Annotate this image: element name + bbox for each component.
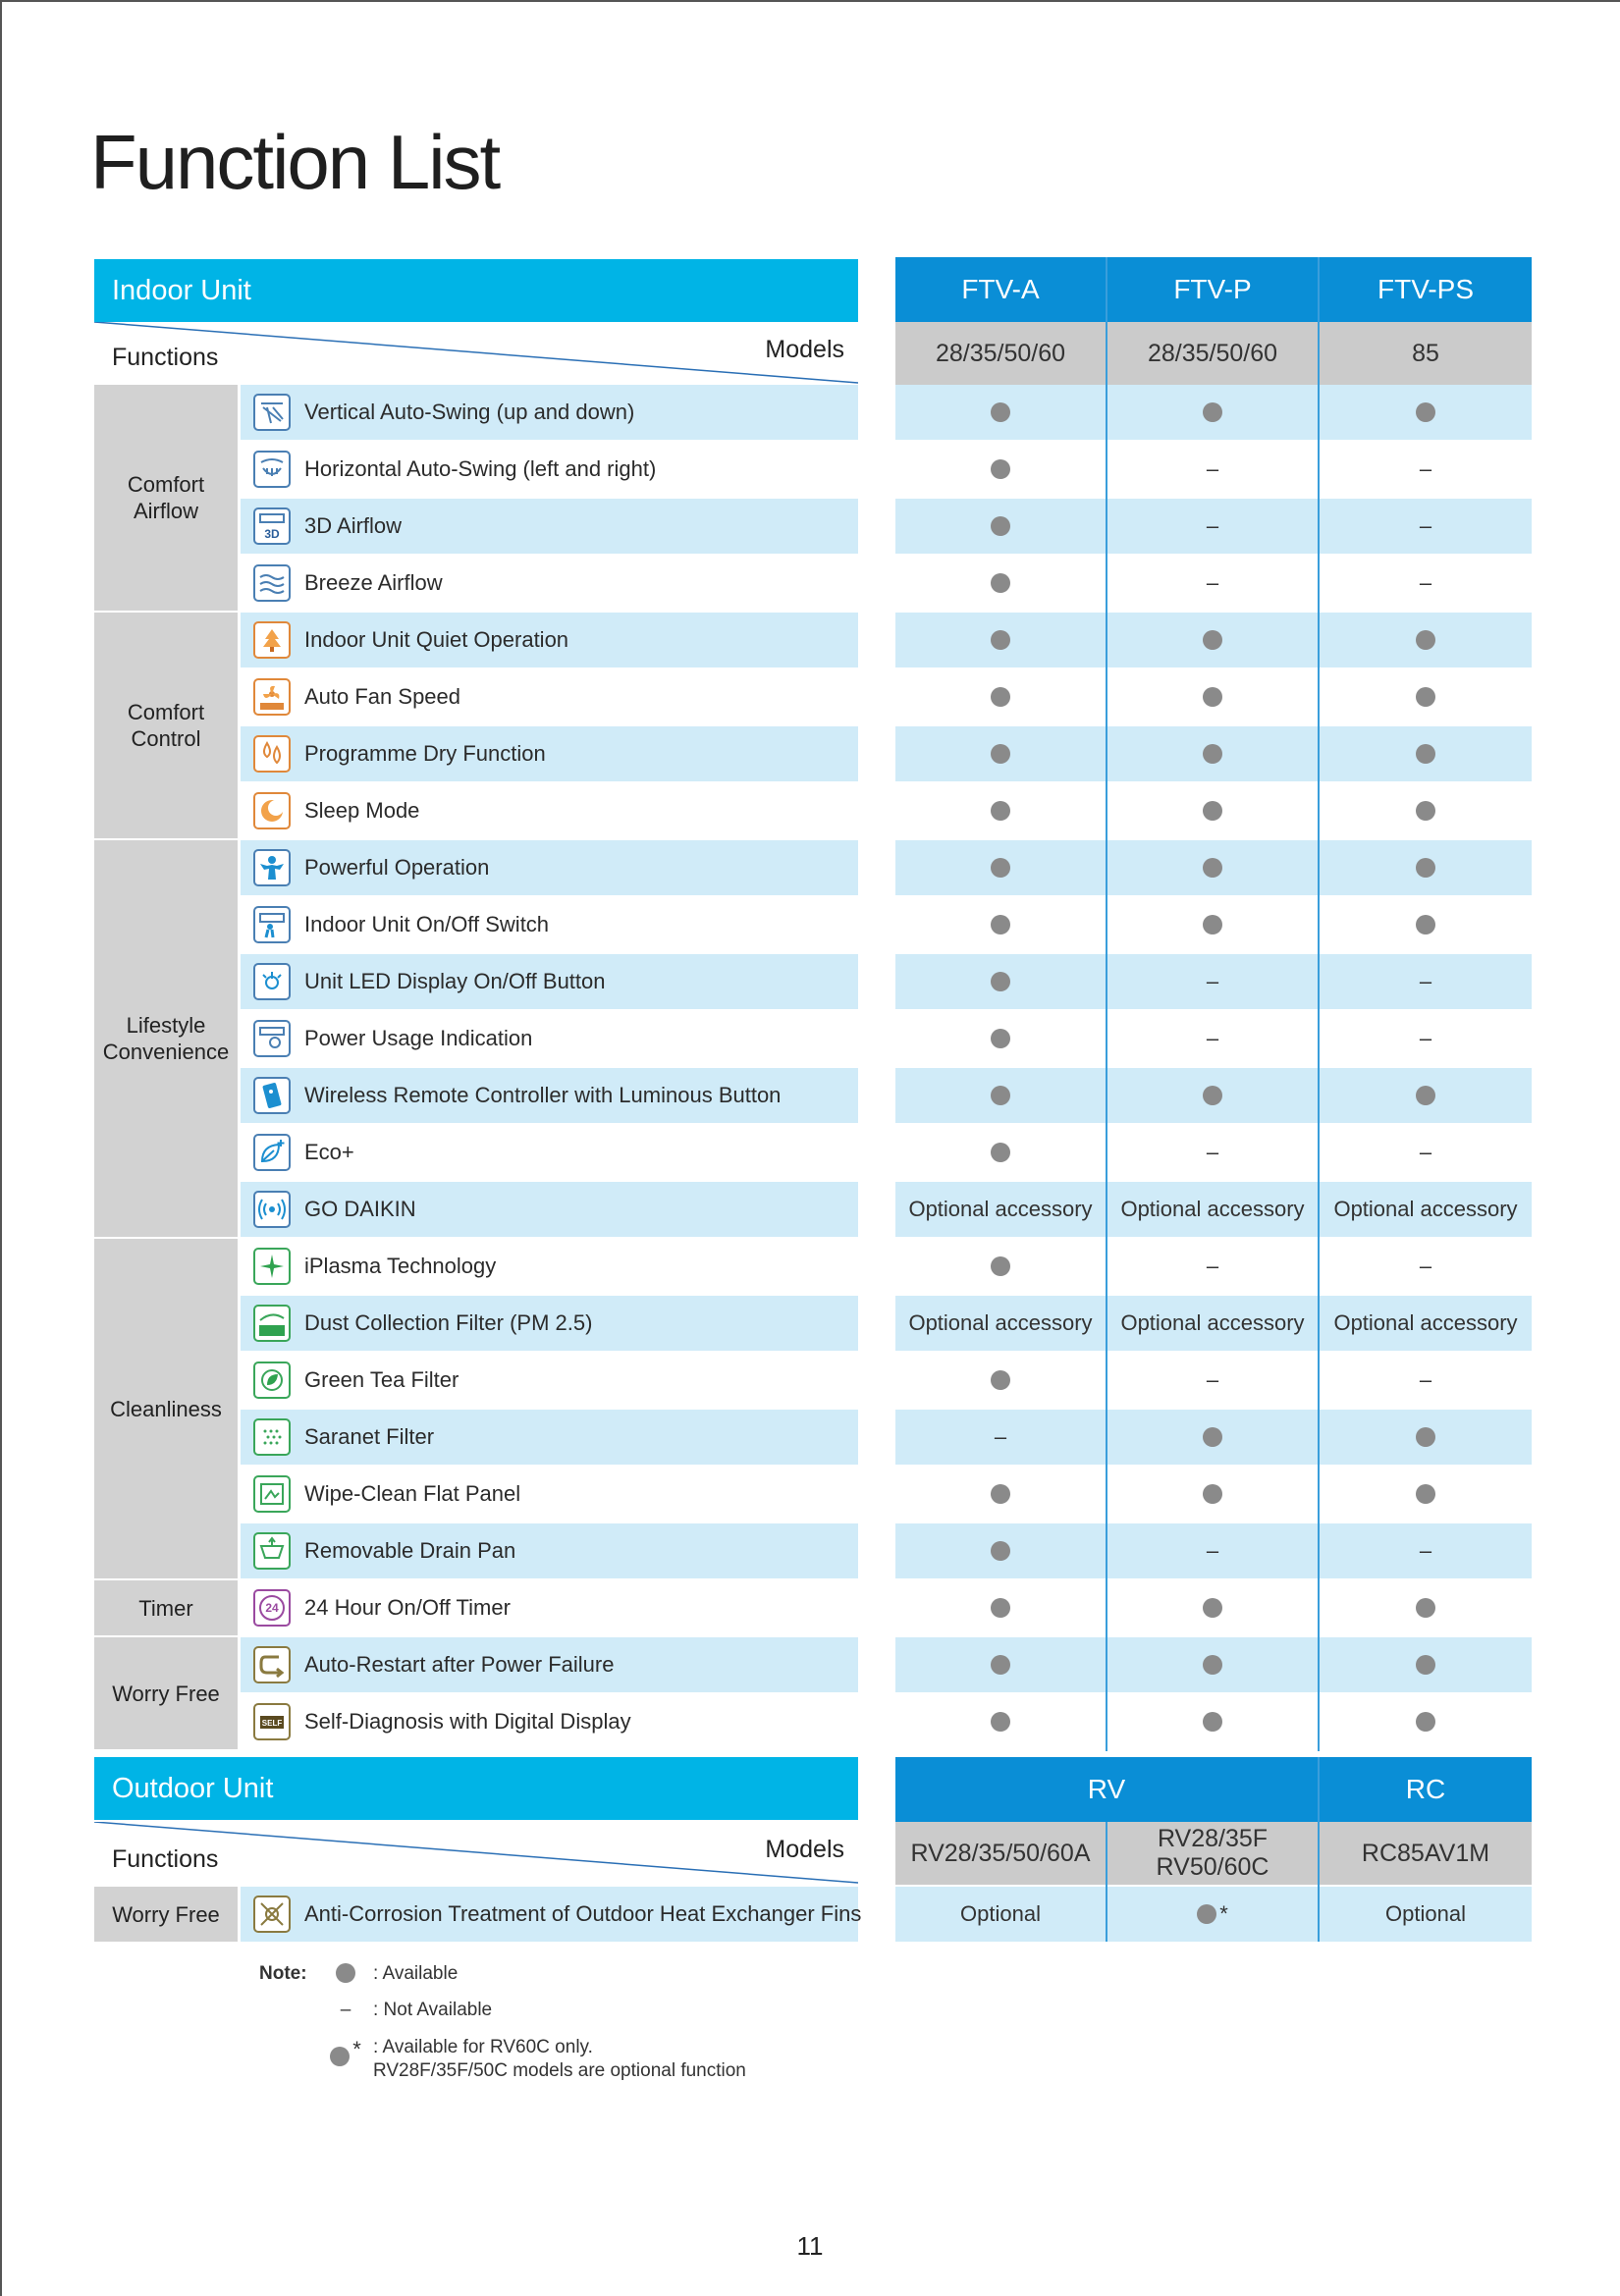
value-cell (1107, 556, 1318, 611)
available-dot-icon (1416, 1086, 1435, 1105)
available-dot-icon (991, 1086, 1010, 1105)
value-cell (895, 1580, 1106, 1635)
available-dot-icon (991, 801, 1010, 821)
wifi-signal-icon (253, 1191, 291, 1228)
available-dot-icon (991, 1712, 1010, 1732)
feature-label: Eco+ (304, 1140, 354, 1164)
saranet-filter-icon (253, 1418, 291, 1456)
self-diagnosis-icon (253, 1703, 291, 1740)
available-dot-icon (991, 1655, 1010, 1675)
not-available-dash: – (1419, 969, 1432, 993)
feature-label: Breeze Airflow (304, 570, 443, 595)
value-cell (895, 1296, 1106, 1351)
value-cell (1107, 1353, 1318, 1408)
feature-label: Power Usage Indication (304, 1026, 533, 1050)
value-cell (1107, 1580, 1318, 1635)
available-dot-icon (1416, 801, 1435, 821)
feature-cell (253, 556, 443, 611)
feature-cell (253, 726, 546, 781)
not-available-dash: – (1206, 1026, 1219, 1050)
available-dot-icon (1416, 402, 1435, 422)
feature-label: GO DAIKIN (304, 1197, 416, 1221)
available-dot-icon (1203, 801, 1222, 821)
flat-panel-icon (253, 1475, 291, 1513)
eco-plus-icon (253, 1134, 291, 1171)
available-dot-icon (336, 1963, 355, 1983)
indoor-unit-header: Indoor Unit (94, 259, 858, 322)
available-dot-icon (1203, 687, 1222, 707)
value-cell (895, 1125, 1106, 1180)
not-available-dash: – (1419, 1140, 1432, 1164)
indoor-functions-header: Functions Models (94, 322, 858, 385)
feature-label: Auto-Restart after Power Failure (304, 1652, 615, 1677)
feature-label: Dust Collection Filter (PM 2.5) (304, 1310, 593, 1335)
value-cell (1320, 669, 1532, 724)
feature-cell (253, 1296, 592, 1351)
not-available-dash: – (1206, 513, 1219, 538)
category-label: Cleanliness (94, 1239, 238, 1578)
auto-fan-icon (253, 678, 291, 716)
column-divider (1106, 1822, 1107, 1942)
feature-cell (253, 499, 402, 554)
value-cell (1320, 840, 1532, 895)
value-cell (895, 897, 1106, 952)
outdoor-group-rv: RV (895, 1757, 1318, 1822)
feature-cell (253, 1637, 614, 1692)
value-text: Optional accessory (908, 1310, 1093, 1335)
value-cell (895, 385, 1106, 440)
value-cell (895, 1637, 1106, 1692)
feature-cell (253, 783, 419, 838)
feature-label: Indoor Unit Quiet Operation (304, 627, 569, 652)
category-label: Timer (94, 1580, 238, 1635)
value-cell (1320, 1011, 1532, 1066)
feature-cell (253, 1353, 459, 1408)
outdoor-group-rc: RC (1320, 1757, 1532, 1822)
value-cell (1320, 1637, 1532, 1692)
value-cell (895, 1694, 1106, 1749)
value-cell (1107, 1887, 1318, 1942)
available-dot-icon (1203, 1655, 1222, 1675)
value-text: Optional (960, 1901, 1041, 1926)
outdoor-model-0: RV28/35/50/60A (895, 1822, 1106, 1885)
feature-label: Wipe-Clean Flat Panel (304, 1481, 521, 1506)
value-cell (1107, 1011, 1318, 1066)
value-cell (1320, 954, 1532, 1009)
value-cell (1320, 499, 1532, 554)
available-dot-icon (991, 402, 1010, 422)
column-divider (1106, 257, 1107, 1751)
feature-label: Auto Fan Speed (304, 684, 461, 709)
value-cell (1107, 726, 1318, 781)
feature-label: Removable Drain Pan (304, 1538, 516, 1563)
on-off-switch-icon (253, 906, 291, 943)
value-cell (1320, 1523, 1532, 1578)
value-text: Optional accessory (1333, 1310, 1518, 1335)
model-range-1: 28/35/50/60 (1107, 322, 1318, 385)
category-label: Lifestyle Convenience (94, 840, 238, 1237)
svg-text:3D: 3D (264, 527, 280, 541)
available-dot-icon (1203, 1484, 1222, 1504)
feature-label: Vertical Auto-Swing (up and down) (304, 400, 635, 424)
available-dot-icon (1203, 402, 1222, 422)
value-cell (1320, 1125, 1532, 1180)
page-number: 11 (796, 2231, 824, 2261)
value-text: Optional accessory (1120, 1310, 1305, 1335)
value-cell (895, 499, 1106, 554)
green-tea-filter-icon (253, 1362, 291, 1399)
available-dot-icon (1203, 1086, 1222, 1105)
model-range-0: 28/35/50/60 (895, 322, 1106, 385)
available-dot-icon (1416, 1598, 1435, 1618)
available-dot-icon (1203, 858, 1222, 878)
outdoor-model-2: RC85AV1M (1320, 1822, 1532, 1885)
not-available-dash: – (1206, 1140, 1219, 1164)
value-cell (895, 1353, 1106, 1408)
led-display-icon (253, 963, 291, 1000)
value-cell (895, 1410, 1106, 1465)
feature-cell (253, 613, 568, 667)
value-cell (895, 783, 1106, 838)
column-divider (1318, 257, 1320, 1751)
value-cell (1107, 442, 1318, 497)
value-cell (1107, 1694, 1318, 1749)
feature-cell (253, 1011, 532, 1066)
category-label: Worry Free (94, 1887, 238, 1942)
feature-label: 3D Airflow (304, 513, 403, 538)
note-label: Note: (259, 1963, 307, 1984)
value-text: Optional accessory (1333, 1197, 1518, 1221)
feature-cell (253, 385, 634, 440)
value-cell (1320, 1296, 1532, 1351)
outdoor-unit-header: Outdoor Unit (94, 1757, 858, 1820)
available-dot-icon (1416, 1484, 1435, 1504)
value-cell (1320, 1182, 1532, 1237)
quiet-operation-icon (253, 621, 291, 659)
feature-cell (253, 1580, 511, 1635)
not-available-dash: – (1206, 1538, 1219, 1563)
value-cell (1320, 726, 1532, 781)
value-cell (1107, 840, 1318, 895)
available-dot-icon (991, 687, 1010, 707)
model-range-2: 85 (1320, 322, 1532, 385)
available-dot-icon (991, 459, 1010, 479)
value-cell (895, 1523, 1106, 1578)
feature-cell (253, 840, 489, 895)
feature-label: 24 Hour On/Off Timer (304, 1595, 511, 1620)
value-cell (895, 613, 1106, 667)
feature-label: Powerful Operation (304, 855, 490, 880)
value-cell (1320, 897, 1532, 952)
feature-label: Green Tea Filter (304, 1367, 459, 1392)
value-cell (1320, 1353, 1532, 1408)
value-cell (895, 669, 1106, 724)
value-cell (1107, 499, 1318, 554)
feature-cell (253, 1694, 631, 1749)
value-cell (895, 442, 1106, 497)
value-cell (1320, 442, 1532, 497)
category-label: Comfort Control (94, 613, 238, 838)
value-cell (1107, 1296, 1318, 1351)
page-title: Function List (90, 119, 500, 205)
value-cell (1320, 1887, 1532, 1942)
sleep-mode-icon (253, 792, 291, 829)
value-cell (1107, 1410, 1318, 1465)
feature-label: Horizontal Auto-Swing (left and right) (304, 456, 657, 481)
available-dot-icon (991, 1541, 1010, 1561)
vertical-swing-icon (253, 394, 291, 431)
value-text: Optional accessory (908, 1197, 1093, 1221)
feature-cell (253, 1523, 515, 1578)
value-cell (1320, 613, 1532, 667)
not-available-dash: – (994, 1424, 1007, 1449)
not-available-dash: – (1419, 1254, 1432, 1278)
not-available-dash: – (1206, 1367, 1219, 1392)
feature-label: Self-Diagnosis with Digital Display (304, 1709, 631, 1734)
available-dot-icon (1416, 1427, 1435, 1447)
value-cell (1107, 613, 1318, 667)
model-column-0: FTV-A (895, 257, 1106, 322)
feature-cell (253, 1887, 861, 1942)
not-available-dash: – (1419, 1026, 1432, 1050)
feature-label: Wireless Remote Controller with Luminous Button (304, 1083, 782, 1107)
value-cell (1320, 385, 1532, 440)
feature-label: Saranet Filter (304, 1424, 435, 1449)
feature-cell (253, 1125, 354, 1180)
available-dot-icon (991, 858, 1010, 878)
value-text: Optional accessory (1120, 1197, 1305, 1221)
value-cell (895, 1068, 1106, 1123)
value-cell (1107, 783, 1318, 838)
not-available-dash: – (1206, 1254, 1219, 1278)
available-dot-icon (991, 1484, 1010, 1504)
power-usage-icon (253, 1020, 291, 1057)
outdoor-functions-header: Functions Models (94, 1822, 858, 1885)
feature-cell (253, 1068, 781, 1123)
available-dot-icon (991, 1143, 1010, 1162)
value-cell (1107, 1467, 1318, 1522)
value-cell (895, 556, 1106, 611)
available-dot-icon (991, 744, 1010, 764)
not-available-dash: – (1206, 456, 1219, 481)
breeze-icon (253, 564, 291, 602)
model-column-1: FTV-P (1107, 257, 1318, 322)
available-dot-icon (991, 630, 1010, 650)
not-available-dash: – (1419, 570, 1432, 595)
feature-cell (253, 442, 656, 497)
dry-function-icon (253, 735, 291, 773)
value-cell (895, 1011, 1106, 1066)
available-dot-icon (991, 1256, 1010, 1276)
not-available-dash: – (1206, 570, 1219, 595)
available-dot-icon (330, 2047, 350, 2066)
value-cell (895, 1182, 1106, 1237)
value-cell (1320, 1410, 1532, 1465)
available-dot-icon (1416, 1712, 1435, 1732)
feature-cell (253, 1182, 416, 1237)
available-dot-icon (991, 1370, 1010, 1390)
value-cell (1107, 669, 1318, 724)
not-available-dash: – (1206, 969, 1219, 993)
value-cell (895, 1467, 1106, 1522)
feature-cell (253, 897, 549, 952)
not-available-dash: – (1419, 1538, 1432, 1563)
available-dot-icon (1203, 630, 1222, 650)
feature-label: Unit LED Display On/Off Button (304, 969, 606, 993)
available-dot-icon (1416, 744, 1435, 764)
powerful-icon (253, 849, 291, 886)
asterisk-icon: * (1219, 1901, 1228, 1926)
available-dot-icon (991, 915, 1010, 934)
anti-corrosion-icon (253, 1896, 291, 1933)
value-cell (1320, 783, 1532, 838)
available-dot-icon (991, 516, 1010, 536)
available-dot-icon (1416, 630, 1435, 650)
value-text: Optional (1385, 1901, 1466, 1926)
dash-icon: – (340, 2000, 351, 2020)
asterisk-icon: * (352, 2037, 361, 2061)
available-dot-icon (1416, 858, 1435, 878)
value-cell (895, 726, 1106, 781)
category-label: Comfort Airflow (94, 385, 238, 611)
value-cell (1107, 897, 1318, 952)
outdoor-model-1: RV28/35F RV50/60C (1107, 1822, 1318, 1885)
value-cell (1107, 1068, 1318, 1123)
category-label: Worry Free (94, 1637, 238, 1749)
model-column-2: FTV-PS (1320, 257, 1532, 322)
value-cell (1107, 1182, 1318, 1237)
plasma-icon (253, 1248, 291, 1285)
3d-airflow-icon (253, 507, 291, 545)
horizontal-swing-icon (253, 451, 291, 488)
column-divider (1318, 1757, 1320, 1942)
feature-label: iPlasma Technology (304, 1254, 497, 1278)
value-cell (1107, 1239, 1318, 1294)
feature-label: Anti-Corrosion Treatment of Outdoor Heat Exchanger Fins (304, 1901, 862, 1926)
value-cell (1320, 1467, 1532, 1522)
value-cell (895, 954, 1106, 1009)
feature-cell (253, 1410, 434, 1465)
value-cell (895, 1239, 1106, 1294)
pm25-filter-icon (253, 1305, 291, 1342)
svg-text:SELF: SELF (261, 1719, 283, 1728)
not-available-dash: – (1419, 1367, 1432, 1392)
available-dot-icon (991, 972, 1010, 991)
available-dot-icon (1203, 1598, 1222, 1618)
value-cell (1107, 385, 1318, 440)
auto-restart-icon (253, 1646, 291, 1683)
value-cell (1320, 1068, 1532, 1123)
not-available-dash: – (1419, 513, 1432, 538)
value-cell (1320, 1694, 1532, 1749)
available-dot-icon (991, 573, 1010, 593)
value-cell (1320, 1239, 1532, 1294)
available-dot-icon (1203, 1427, 1222, 1447)
value-cell (895, 1887, 1106, 1942)
available-dot-icon (1416, 1655, 1435, 1675)
feature-cell (253, 1239, 496, 1294)
value-cell (1107, 1637, 1318, 1692)
feature-cell (253, 1467, 520, 1522)
drain-pan-icon (253, 1532, 291, 1570)
remote-controller-icon (253, 1077, 291, 1114)
timer-24h-icon (253, 1589, 291, 1627)
value-cell (1320, 1580, 1532, 1635)
value-cell (1107, 954, 1318, 1009)
available-dot-icon (991, 1029, 1010, 1048)
available-dot-icon (1197, 1904, 1216, 1924)
svg-text:24: 24 (265, 1601, 279, 1615)
available-dot-icon (1203, 744, 1222, 764)
available-dot-icon (1203, 915, 1222, 934)
not-available-dash: – (1419, 456, 1432, 481)
available-dot-icon (1416, 687, 1435, 707)
available-dot-icon (1203, 1712, 1222, 1732)
available-dot-icon (991, 1598, 1010, 1618)
feature-cell (253, 669, 460, 724)
feature-cell (253, 954, 606, 1009)
value-cell (1107, 1523, 1318, 1578)
value-cell (1107, 1125, 1318, 1180)
value-cell (895, 840, 1106, 895)
value-cell (1320, 556, 1532, 611)
available-dot-icon (1416, 915, 1435, 934)
feature-label: Sleep Mode (304, 798, 420, 823)
feature-label: Indoor Unit On/Off Switch (304, 912, 550, 936)
feature-label: Programme Dry Function (304, 741, 546, 766)
